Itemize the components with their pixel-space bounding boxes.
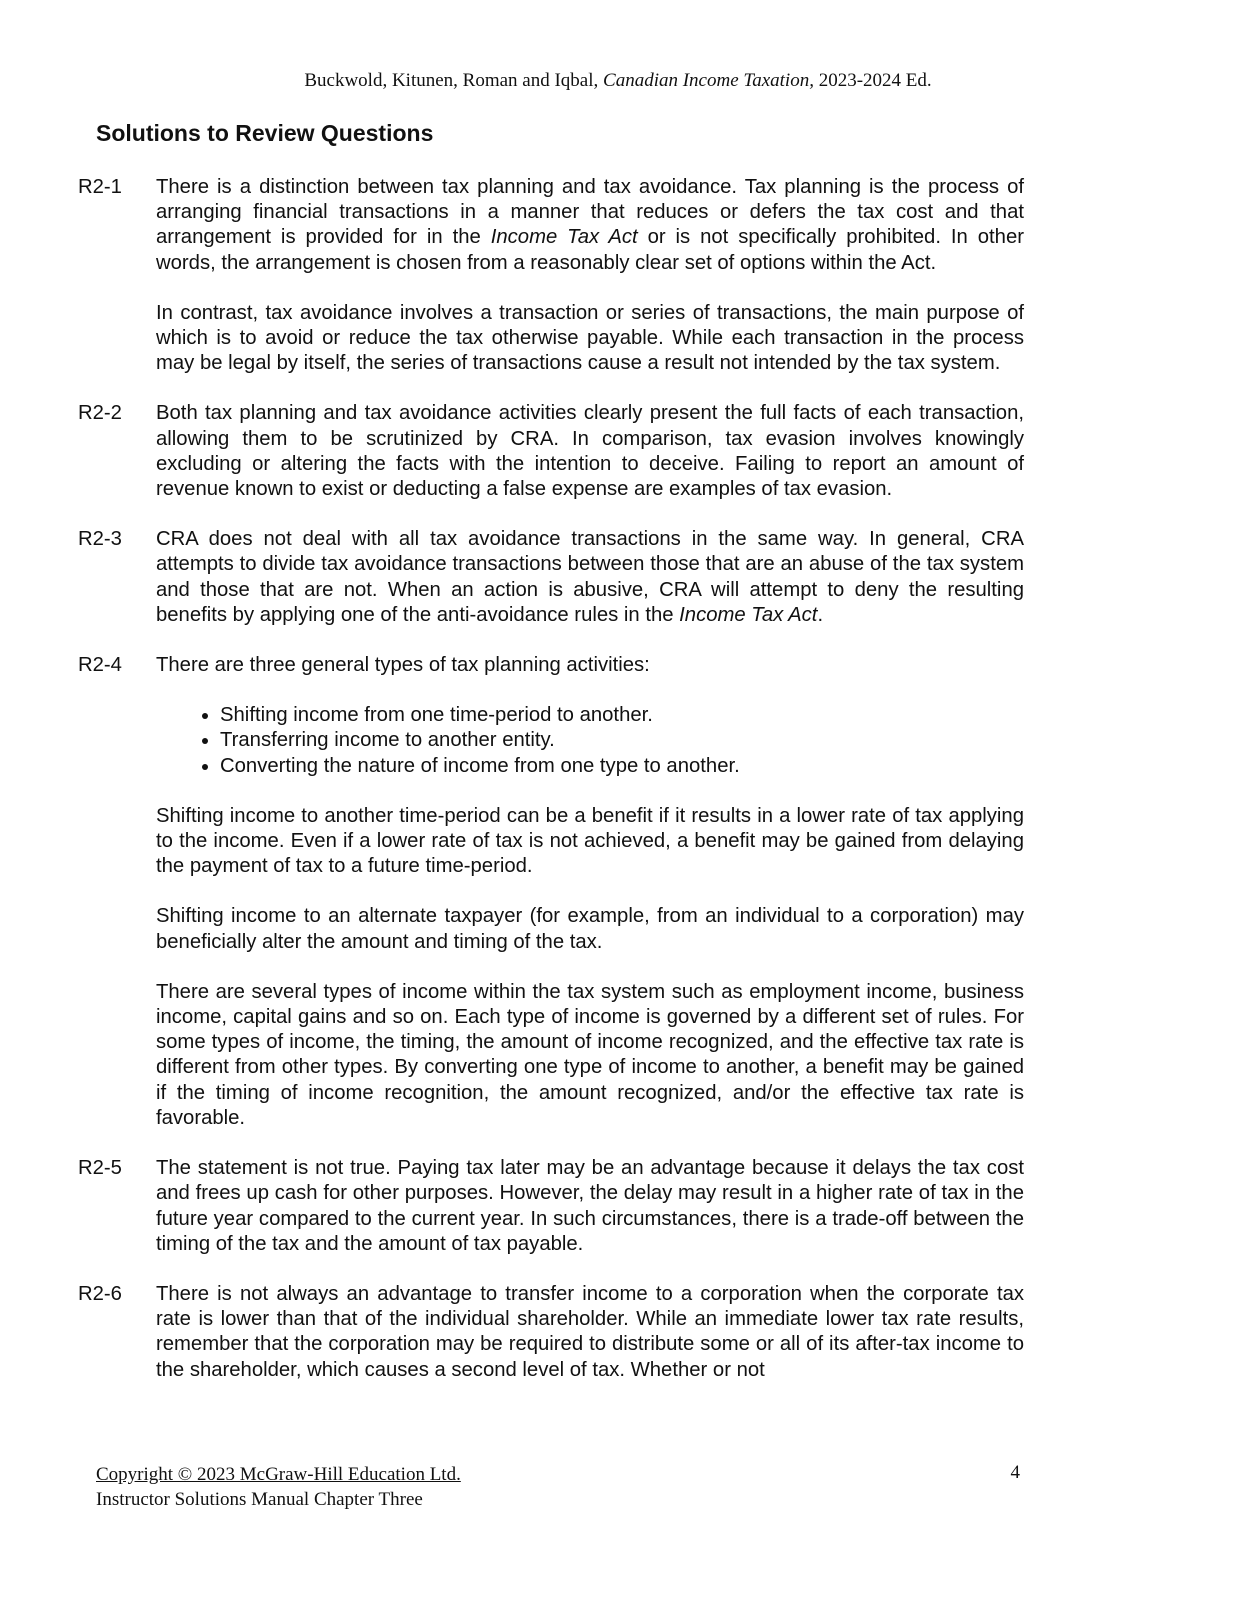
question-r2-3 [78,527,1038,628]
answer-paragraph: There are several types of income within the tax system such as employment income, business income, capital gains and so on. Each type of income is governed by a different set of rules. For some types of income, the timing, the amount of income recognized, and the effective tax rate is different from other types. By converting one type of income to another, a benefit may be gained if the timing of income recognition, the amount recognized, and/or the effective tax rate is favorable. [156,980,1024,1129]
answer-paragraph [156,175,1024,276]
question-r2-5 [78,1156,1038,1257]
question-r2-2 [78,401,1038,502]
text-run: or is not specifically prohibited. In other words, the arrangement is chosen from a reasonably clear set of options within the Act. [156,226,1024,274]
page-number: 4 [1010,1462,1020,1483]
answer-paragraph: In contrast, tax avoidance involves a transaction or series of transactions, the main purpose of which is to avoid or reduce the tax otherwise payable. While each transaction in the process may be legal by itself, the series of transactions cause a result not intended by the tax system. [156,301,1024,375]
italic-act-name: Income Tax Act [679,603,818,626]
question-r2-6 [78,1282,1038,1383]
answer-paragraph: There is not always an advantage to transfer income to a corporation when the corporate tax rate is lower than that of the individual shareholder. While an immediate lower tax rate results, remember that the corporation may be required to distribute some or all of its after-tax income to the shareholder, which causes a second level of tax. Whether or not [156,1282,1024,1381]
header-edition: 2023-2024 Ed. [813,70,932,91]
header-authors: Buckwold, Kitunen, Roman and Iqbal, [304,70,604,91]
question-number: R2-4 [78,654,122,677]
answer-paragraph: Both tax planning and tax avoidance activities clearly present the full facts of each transaction, allowing them to be scrutinized by CRA. In comparison, tax evasion involves knowingly excluding or altering the facts with the intention to deceive. Failing to report an amount of revenue known to exist or deducting a false expense are examples of tax evasion. [156,402,1024,501]
bullet-list [156,703,1024,779]
answer-body [156,1156,1024,1257]
question-number: R2-5 [78,1157,122,1180]
question-r2-1 [78,175,1038,376]
question-number: R2-1 [78,176,122,198]
answer-body [156,1282,1024,1383]
bullet-item: • Shifting income from one time-period to another. [220,703,1024,728]
questions-body [78,175,1038,1408]
section-title: Solutions to Review Questions [96,120,434,146]
text-run: There is a distinction between tax planning and tax avoidance. Tax planning is the process of arranging financial transactions in a manner that reduces or defers the tax cost and that arrangement is provided for in the [156,176,1024,249]
answer-body [156,175,1024,376]
bullet-item: • Transferring income to another entity. [220,728,1024,753]
italic-act-name: Income Tax Act [490,226,638,249]
bullet-item: • Converting the nature of income from one type to another. [220,754,1024,779]
answer-body [156,401,1024,502]
question-r2-4 [78,653,1038,1131]
manual-chapter-label: Instructor Solutions Manual Chapter Three [96,1489,423,1510]
answer-paragraph [156,527,1024,628]
text-run: CRA does not deal with all tax avoidance transactions in the same way. In general, CRA attempts to divide tax avoidance transactions between those that are an abuse of the tax system and those that are not. When an action is abusive, CRA will attempt to deny the resulting benefits by applying one of the anti-avoidance rules in the [156,528,1024,626]
answer-intro: There are three general types of tax planning activities: [156,654,650,677]
answer-body [156,653,1024,1131]
question-number: R2-2 [78,402,122,425]
text-run: . [817,603,824,626]
answer-paragraph: The statement is not true. Paying tax later may be an advantage because it delays the tax cost and frees up cash for other purposes. However, the delay may result in a higher rate of tax in the future year compared to the current year. In such circumstances, there is a trade-off between the timing of the tax and the amount of tax payable. [156,1157,1024,1255]
footer [96,1462,461,1512]
running-header [0,70,1236,92]
answer-body [156,527,1024,628]
answer-paragraph: Shifting income to another time-period can be a benefit if it results in a lower rate of tax applying to the income. Even if a lower rate of tax is not achieved, a benefit may be gained from delaying the payment of tax to a future time-period. [156,804,1024,878]
question-number: R2-3 [78,528,122,551]
copyright-notice: Copyright © 2023 McGraw-Hill Education Ltd. [96,1464,461,1485]
question-number: R2-6 [78,1282,122,1305]
header-book-title: Canadian Income Taxation, [603,70,814,91]
answer-paragraph: Shifting income to an alternate taxpayer (for example, from an individual to a corporation) may beneficially alter the amount and timing of the tax. [156,905,1024,953]
